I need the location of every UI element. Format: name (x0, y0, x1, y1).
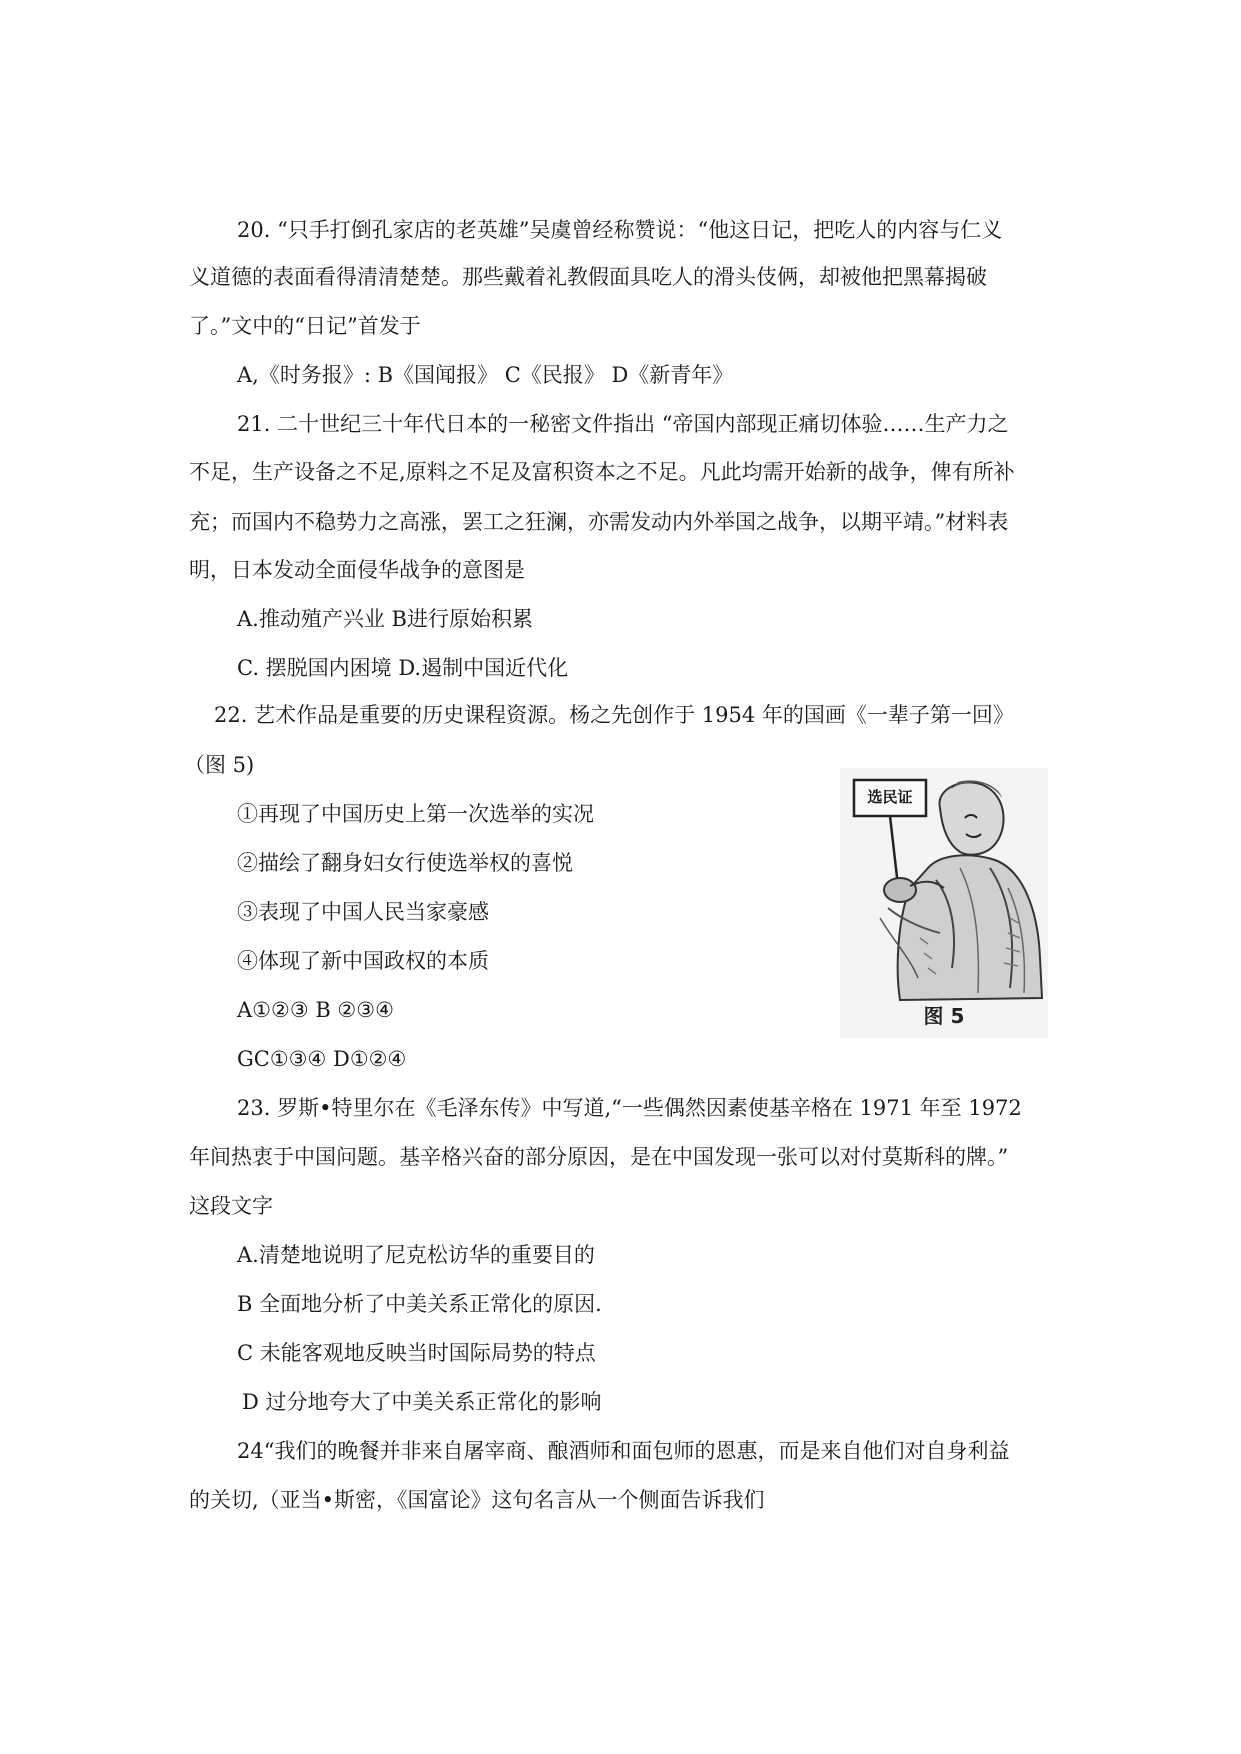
q22-item-1: ①再现了中国历史上第一次选举的实况 (237, 802, 594, 826)
q24-stem-line-2: 的关切,（亚当•斯密，《国富论》这句名言从一个侧面告诉我们 (189, 1488, 765, 1512)
voter-woman-illustration (840, 768, 1048, 1038)
figure-5-painting (840, 768, 1048, 1038)
q20-stem-line-3: 了。”文中的“日记”首发于 (189, 314, 421, 338)
q22-options-cd: GC①③④ D①②④ (237, 1047, 407, 1071)
q23-option-b: B 全面地分析了中美关系正常化的原因. (237, 1292, 602, 1316)
q21-stem-line-2: 不足，生产设备之不足,原料之不足及富积资本之不足。凡此均需开始新的战争，俾有所补 (189, 460, 1015, 484)
q22-item-3: ③表现了中国人民当家豪感 (237, 900, 489, 924)
q20-options: A,《时务报》: B《国闻报》 C《民报》 D《新青年》 (237, 363, 734, 387)
q21-stem-line-4: 明，日本发动全面侵华战争的意图是 (189, 558, 525, 582)
q20-stem-line-1: 20. “只手打倒孔家店的老英雄”吴虞曾经称赞说：“他这日记，把吃人的内容与仁义 (237, 218, 1003, 242)
figure-sign-text: 选民证 (867, 788, 913, 806)
q22-stem-line-1: 22. 艺术作品是重要的历史课程资源。杨之先创作于 1954 年的国画《一辈子第一回》 (214, 703, 1014, 727)
q23-stem-line-1: 23. 罗斯•特里尔在《毛泽东传》中写道,“一些偶然因素使基辛格在 1971 年至 1972 (237, 1096, 1022, 1120)
q23-stem-line-2: 年间热衷于中国问题。基辛格兴奋的部分原因，是在中国发现一张可以对付莫斯科的牌。” (189, 1145, 1009, 1169)
q24-stem-line-1: 24“我们的晚餐并非来自屠宰商、酿酒师和面包师的恩惠，而是来自他们对自身利益 (237, 1439, 1010, 1463)
q23-stem-line-3: 这段文字 (189, 1194, 273, 1218)
q21-stem-line-3: 充；而国内不稳势力之高涨，罢工之狂澜，亦需发动内外举国之战争，以期平靖。”材料表 (189, 510, 1009, 534)
q23-option-d: D 过分地夸大了中美关系正常化的影响 (242, 1390, 602, 1414)
q23-option-c: C 未能客观地反映当时国际局势的特点 (237, 1341, 596, 1365)
figure-caption: 图 5 (923, 1004, 965, 1028)
q22-stem-line-2: （图 5) (184, 753, 255, 777)
q21-stem-line-1: 21. 二十世纪三十年代日本的一秘密文件指出 “帝国内部现正痛切体验……生产力之 (237, 412, 1009, 436)
q23-option-a: A.清楚地说明了尼克松访华的重要目的 (237, 1243, 595, 1267)
q22-item-2: ②描绘了翻身妇女行使选举权的喜悦 (237, 851, 573, 875)
q22-item-4: ④体现了新中国政权的本质 (237, 949, 489, 973)
q21-options-ab: A.推动殖产兴业 B进行原始积累 (237, 607, 533, 631)
q20-stem-line-2: 义道德的表面看得清清楚楚。那些戴着礼教假面具吃人的滑头伎俩，却被他把黑幕揭破 (189, 265, 987, 289)
q21-options-cd: C. 摆脱国内困境 D.遏制中国近代化 (237, 656, 569, 680)
q22-options-ab: A①②③ B ②③④ (237, 998, 394, 1022)
